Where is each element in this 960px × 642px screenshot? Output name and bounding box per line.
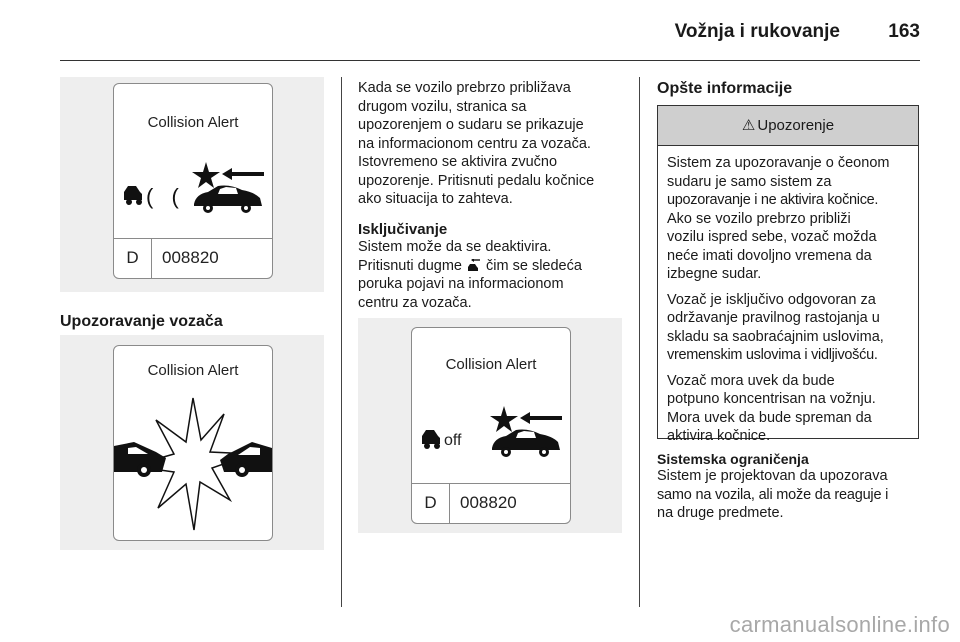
warning-title: Upozorenje — [757, 117, 835, 134]
display-title: Collision Alert — [147, 114, 239, 131]
approach-arrow-icon — [520, 412, 562, 424]
figure-collision-alert-sensitivity — [60, 77, 324, 292]
header-rule — [60, 60, 920, 61]
section-heading-deactivation: Isključivanje — [358, 221, 448, 238]
code-letter: D — [114, 239, 152, 278]
crash-illustration — [114, 390, 272, 540]
left-car-icon — [114, 442, 166, 477]
display-code-row — [412, 483, 570, 523]
text-line: Sistem može da se deaktivira. — [358, 239, 552, 255]
display-code-row — [114, 238, 272, 278]
lead-car-icon — [194, 186, 262, 214]
text-line: samo na vozila, ali može da reaguje i — [657, 486, 889, 503]
header-title: Vožnja i rukovanje — [674, 21, 840, 42]
code-letter: D — [412, 484, 450, 523]
code-value: 008820 — [162, 248, 219, 267]
section-heading-system-limits: Sistemska ograničenja — [657, 451, 809, 467]
text-line: upozorenjem o sudaru se prikazuje — [358, 117, 584, 133]
driver-info-display-off — [411, 327, 571, 524]
warning-paragraph: Vozač je isključivo odgovoran za održavanje pravilnog rastojanja u skladu sa saobraćajnim uslovima, vremenskim uslovima i vidljivošću. — [667, 291, 884, 363]
warning-paragraph: Vozač mora uvek da bude potpuno koncentrisan na vožnju. Mora uvek da bude spreman da aktivira kočnice. — [667, 372, 876, 444]
text-line: drugom vozilu, stranica sa — [358, 98, 527, 115]
text-line: na druge predmete. — [657, 505, 784, 521]
code-value: 008820 — [460, 493, 517, 512]
warning-triangle-icon: ⚠ — [741, 117, 756, 134]
section-heading-general-info: Opšte informacije — [657, 80, 793, 97]
collision-alert-button-icon — [466, 259, 482, 273]
driver-info-display-crash — [113, 345, 273, 541]
text-line: ako situacija to zahteva. — [358, 191, 513, 207]
text-line: na informacionom centru za vozača. — [358, 135, 591, 152]
text-line: poruka pojavi na informacionom — [358, 276, 564, 292]
warning-header — [658, 106, 918, 146]
figure-collision-alert-crash — [60, 335, 324, 550]
section-heading-driver-warning: Upozoravanje vozača — [60, 313, 223, 330]
display-title: Collision Alert — [445, 356, 537, 373]
right-car-icon — [220, 442, 272, 477]
text-line: Istovremeno se aktivira zvučno — [358, 154, 558, 170]
own-car-icon — [124, 186, 142, 205]
text-line: Sistem je projektovan da upozorava — [657, 468, 888, 484]
lead-car-icon — [492, 430, 560, 458]
alert-star-icon — [490, 406, 518, 432]
text-line: Kada se vozilo prebrzo približava — [358, 80, 571, 96]
approach-arrow-icon — [222, 168, 264, 180]
sensitivity-parens: ( ( — [146, 184, 185, 209]
text-line-with-button: Pritisnuti dugme čim se sledeća — [358, 257, 582, 274]
figure-collision-alert-off — [358, 318, 622, 533]
page-header — [0, 0, 960, 64]
column-divider-left — [341, 77, 342, 607]
page-number: 163 — [888, 21, 920, 42]
own-car-icon — [422, 430, 440, 449]
warning-body — [667, 154, 915, 453]
off-label: off — [444, 432, 462, 449]
watermark: carmanualsonline.info — [729, 612, 950, 637]
driver-info-display — [113, 83, 273, 279]
deactivation-paragraph — [358, 238, 633, 312]
warning-paragraph: Sistem za upozoravanje o čeonom sudaru je samo sistem za upozoravanje i ne aktivira kočnice. Ako se vozilo prebrzo približi vozilu ispred sebe, vozač možda neće imati dovoljno vremena da izbegne sudar. — [667, 155, 890, 282]
collision-alert-off-icons — [420, 400, 568, 462]
system-limits-paragraph — [657, 467, 927, 523]
alert-star-icon — [192, 162, 220, 188]
collision-alert-icons — [122, 156, 270, 218]
column-divider-right — [639, 77, 640, 607]
text-line: centru za vozača. — [358, 294, 472, 311]
display-title: Collision Alert — [147, 362, 239, 379]
intro-paragraph — [358, 79, 633, 209]
warning-box — [657, 105, 919, 444]
text-line: upozorenje. Pritisnuti pedalu kočnice — [358, 172, 595, 189]
